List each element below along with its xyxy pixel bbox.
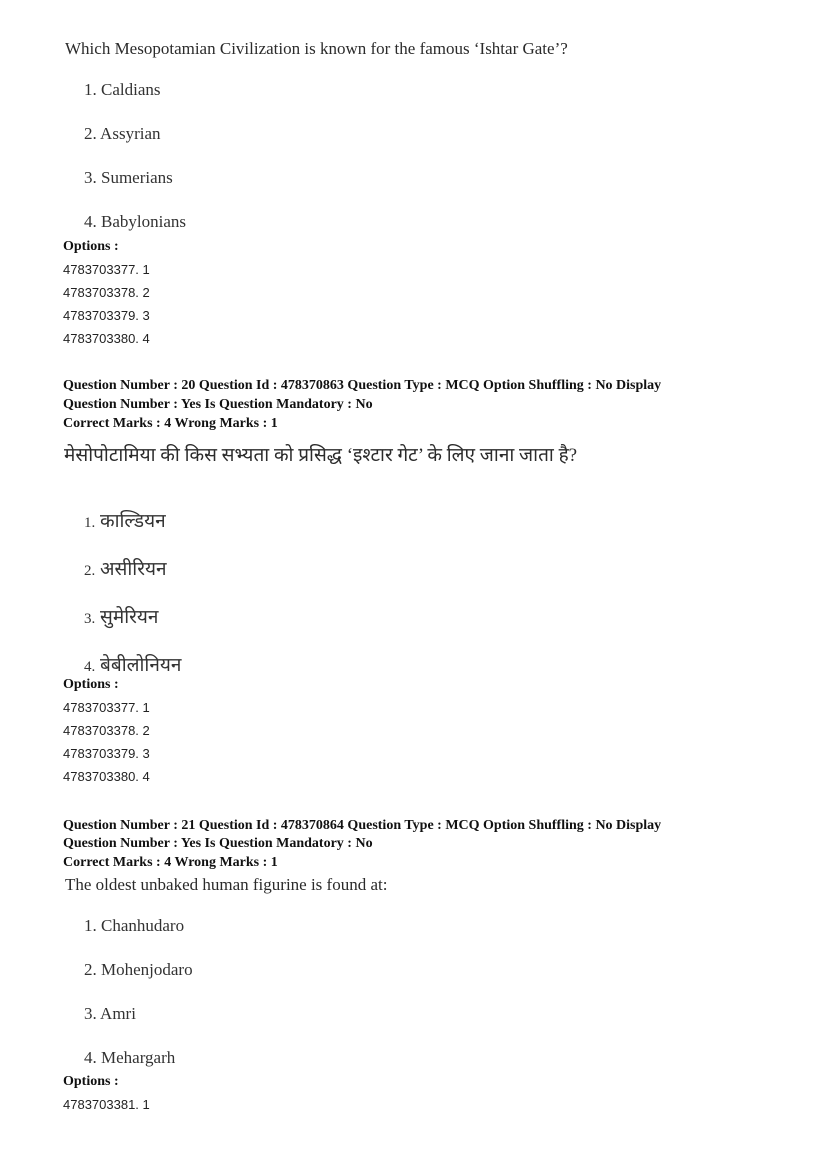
choice-number: 2. xyxy=(84,563,96,579)
choice-text: सुमेरियन xyxy=(100,607,159,628)
choice-item: 4. Mehargarh xyxy=(84,1048,176,1067)
question-text: The oldest unbaked human figurine is found at: xyxy=(65,875,388,894)
question-meta-line: Correct Marks : 4 Wrong Marks : 1 xyxy=(63,416,278,431)
choice-item: 3. Amri xyxy=(84,1004,136,1023)
option-id: 4783703379. 3 xyxy=(63,308,150,323)
option-id: 4783703377. 1 xyxy=(63,700,150,715)
options-label: Options : xyxy=(63,1074,119,1089)
choice-item: 1. Caldians xyxy=(84,80,161,99)
choice-number: 4. xyxy=(84,659,96,675)
option-id: 4783703381. 1 xyxy=(63,1097,150,1112)
option-id: 4783703379. 3 xyxy=(63,746,150,761)
question-meta-line: Question Number : 21 Question Id : 478370864 Question Type : MCQ Option Shuffling : No Display xyxy=(63,818,662,833)
choice-item xyxy=(84,507,166,533)
choice-number: 1. xyxy=(84,515,96,531)
option-id: 4783703378. 2 xyxy=(63,285,150,300)
choice-item: 3. Sumerians xyxy=(84,168,173,187)
question-meta-line: Correct Marks : 4 Wrong Marks : 1 xyxy=(63,855,278,870)
question-meta-line: Question Number : Yes Is Question Mandatory : No xyxy=(63,397,373,412)
question-text: Which Mesopotamian Civilization is known for the famous ‘Ishtar Gate’? xyxy=(65,39,568,58)
options-label: Options : xyxy=(63,239,119,254)
choice-text: बेबीलोनियन xyxy=(100,655,182,676)
choice-item: 1. Chanhudaro xyxy=(84,916,185,935)
choice-text: असीरियन xyxy=(100,559,167,580)
choice-item: 4. Babylonians xyxy=(84,212,186,231)
choice-item xyxy=(84,603,158,629)
question-meta-line: Question Number : Yes Is Question Mandatory : No xyxy=(63,836,373,851)
choice-item xyxy=(84,651,181,677)
option-id: 4783703378. 2 xyxy=(63,723,150,738)
choice-item: 2. Mohenjodaro xyxy=(84,960,193,979)
choice-text: काल्डियन xyxy=(100,511,166,532)
question-meta-line: Question Number : 20 Question Id : 478370863 Question Type : MCQ Option Shuffling : No Display xyxy=(63,378,662,393)
option-id: 4783703380. 4 xyxy=(63,769,150,784)
options-label: Options : xyxy=(63,677,119,692)
question-text: मेसोपोटामिया की किस सभ्यता को प्रसिद्ध ‘इश्टार गेट’ के लिए जाना जाता है? xyxy=(64,445,578,466)
choice-number: 3. xyxy=(84,611,96,627)
choice-item xyxy=(84,555,167,581)
option-id: 4783703377. 1 xyxy=(63,262,150,277)
option-id: 4783703380. 4 xyxy=(63,331,150,346)
choice-item: 2. Assyrian xyxy=(84,124,161,143)
